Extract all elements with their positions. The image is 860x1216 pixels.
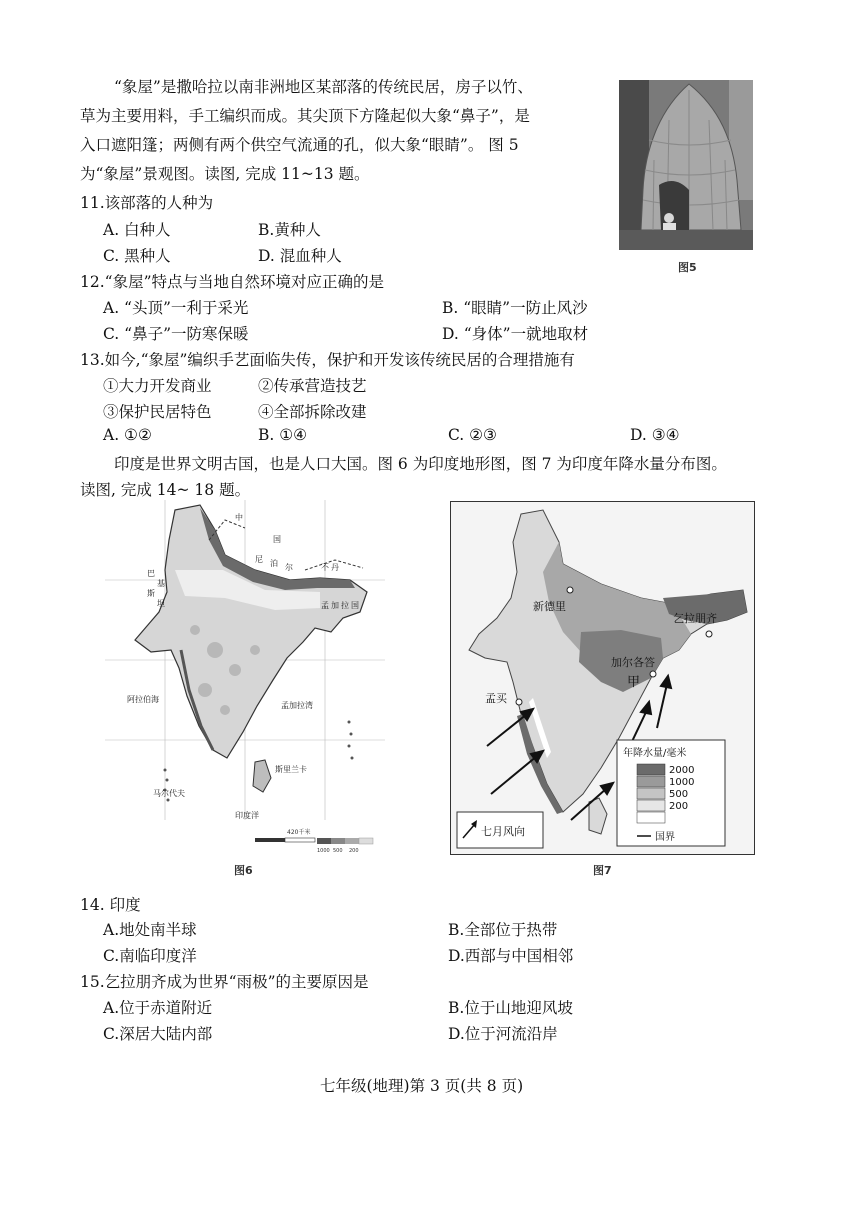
map-label: 尼 xyxy=(255,555,263,564)
wind-legend xyxy=(457,812,543,848)
q15-option-d: D.位于河流沿岸 xyxy=(448,1025,558,1043)
map-label: 丹 xyxy=(331,563,339,572)
legend-label: 1000 xyxy=(669,777,695,788)
q13-item-1: ①大力开发商业 xyxy=(103,377,212,395)
q13-item-3: ③保护民居特色 xyxy=(103,403,212,421)
passage-line: 入口遮阳篷；两侧有两个供空气流通的孔，似大象“眼睛”。 图 5 xyxy=(80,136,519,154)
map-label: 基 xyxy=(157,579,165,588)
precipitation-legend xyxy=(617,740,725,846)
map-label: 国 xyxy=(273,535,281,544)
q13-option-a: A. ①② xyxy=(103,426,152,444)
q14-option-b: B.全部位于热带 xyxy=(448,921,558,939)
map-label: 泊 xyxy=(270,559,278,568)
city-label-jia: 甲 xyxy=(627,675,641,690)
legend-title: 年降水量/毫米 xyxy=(623,748,687,759)
passage-2-line: 读图, 完成 14~ 18 题。 xyxy=(80,481,251,499)
figure-5-caption: 图5 xyxy=(678,261,697,274)
map-label: 孟 xyxy=(321,601,329,610)
q15-option-a: A.位于赤道附近 xyxy=(103,999,213,1017)
q13-option-c: C. ②③ xyxy=(448,426,497,444)
map-label: 孟加拉湾 xyxy=(281,701,313,710)
page-footer: 七年级(地理)第 3 页(共 8 页) xyxy=(320,1077,524,1095)
map-label: 国 xyxy=(351,601,359,610)
india-precipitation-svg xyxy=(451,502,754,854)
q15-option-c: C.深居大陆内部 xyxy=(103,1025,213,1043)
legend-label: 200 xyxy=(669,801,689,812)
figure-7-caption: 图7 xyxy=(593,864,612,877)
map-label: 尔 xyxy=(285,563,293,572)
city-label-kolkata: 加尔各答 xyxy=(611,656,655,669)
q12-option-a: A. “头顶”一利于采光 xyxy=(103,299,249,317)
figure-6-caption: 图6 xyxy=(234,864,253,877)
wind-legend-label: 七月风向 xyxy=(481,825,525,838)
map-label: 斯里兰卡 xyxy=(275,765,307,774)
figure-7-precipitation-map xyxy=(450,501,755,855)
city-label-cherrapunji: 乞拉朋齐 xyxy=(673,612,717,625)
question-11-stem: 11.该部落的人种为 xyxy=(80,194,214,212)
elephant-house-photo xyxy=(619,80,753,250)
legend-label: 2000 xyxy=(669,765,695,776)
q11-option-b: B.黄种人 xyxy=(258,221,321,239)
q11-option-a: A. 白种人 xyxy=(103,221,171,239)
elephant-house-illustration xyxy=(619,80,753,250)
q12-option-d: D. “身体”一就地取材 xyxy=(442,325,589,343)
q12-option-c: C. “鼻子”一防寒保暖 xyxy=(103,325,249,343)
map-label: 中 xyxy=(235,513,243,522)
city-label-new-delhi: 新德里 xyxy=(533,600,566,613)
q14-option-a: A.地处南半球 xyxy=(103,921,197,939)
q11-option-c: C. 黑种人 xyxy=(103,247,171,265)
map-label: 不 xyxy=(321,563,329,572)
map-label: 斯 xyxy=(147,589,155,598)
question-15-stem: 15.乞拉朋齐成为世界“雨极”的主要原因是 xyxy=(80,973,369,991)
legend-tick: 200 xyxy=(349,848,359,854)
city-label-mumbai: 孟买 xyxy=(485,692,507,705)
passage-line: 为“象屋”景观图。读图, 完成 11~13 题。 xyxy=(80,165,370,183)
question-14-stem: 14. 印度 xyxy=(80,896,141,914)
map-label: 巴 xyxy=(147,569,155,578)
legend-tick: 500 xyxy=(333,848,343,854)
q15-option-b: B.位于山地迎风坡 xyxy=(448,999,573,1017)
q13-item-2: ②传承营造技艺 xyxy=(258,377,367,395)
question-12-stem: 12.“象屋”特点与当地自然环境对应正确的是 xyxy=(80,273,384,291)
q13-item-4: ④全部拆除改建 xyxy=(258,403,367,421)
passage-line: “象屋”是撒哈拉以南非洲地区某部落的传统民居，房子以竹、 xyxy=(114,78,533,96)
map-label: 阿拉伯海 xyxy=(127,695,159,704)
map-label: 加 xyxy=(331,601,339,610)
q13-option-b: B. ①④ xyxy=(258,426,308,444)
q14-option-d: D.西部与中国相邻 xyxy=(448,947,574,965)
q12-option-b: B. “眼睛”一防止风沙 xyxy=(442,299,588,317)
q13-option-d: D. ③④ xyxy=(630,426,680,444)
india-topography-svg xyxy=(105,500,385,858)
passage-2-line: 印度是世界文明古国，也是人口大国。图 6 为印度地形图，图 7 为印度年降水量分布图。 xyxy=(114,455,727,473)
map-label: 坦 xyxy=(157,599,165,608)
question-13-stem: 13.如今,“象屋”编织手艺面临失传，保护和开发该传统民居的合理措施有 xyxy=(80,351,575,369)
legend-label: 500 xyxy=(669,789,689,800)
scale-text: 420千米 xyxy=(287,829,311,836)
q11-option-d: D. 混血种人 xyxy=(258,247,342,265)
figure-6-topographic-map xyxy=(105,500,385,858)
map-label: 马尔代夫 xyxy=(153,789,185,798)
legend-border-label: 国界 xyxy=(655,832,675,843)
passage-line: 草为主要用料，手工编织而成。其尖顶下方隆起似大象“鼻子”，是 xyxy=(80,107,530,125)
legend-tick: 1000 xyxy=(317,848,330,854)
map-label: 拉 xyxy=(341,601,349,610)
q14-option-c: C.南临印度洋 xyxy=(103,947,197,965)
map-label: 印度洋 xyxy=(235,811,259,820)
